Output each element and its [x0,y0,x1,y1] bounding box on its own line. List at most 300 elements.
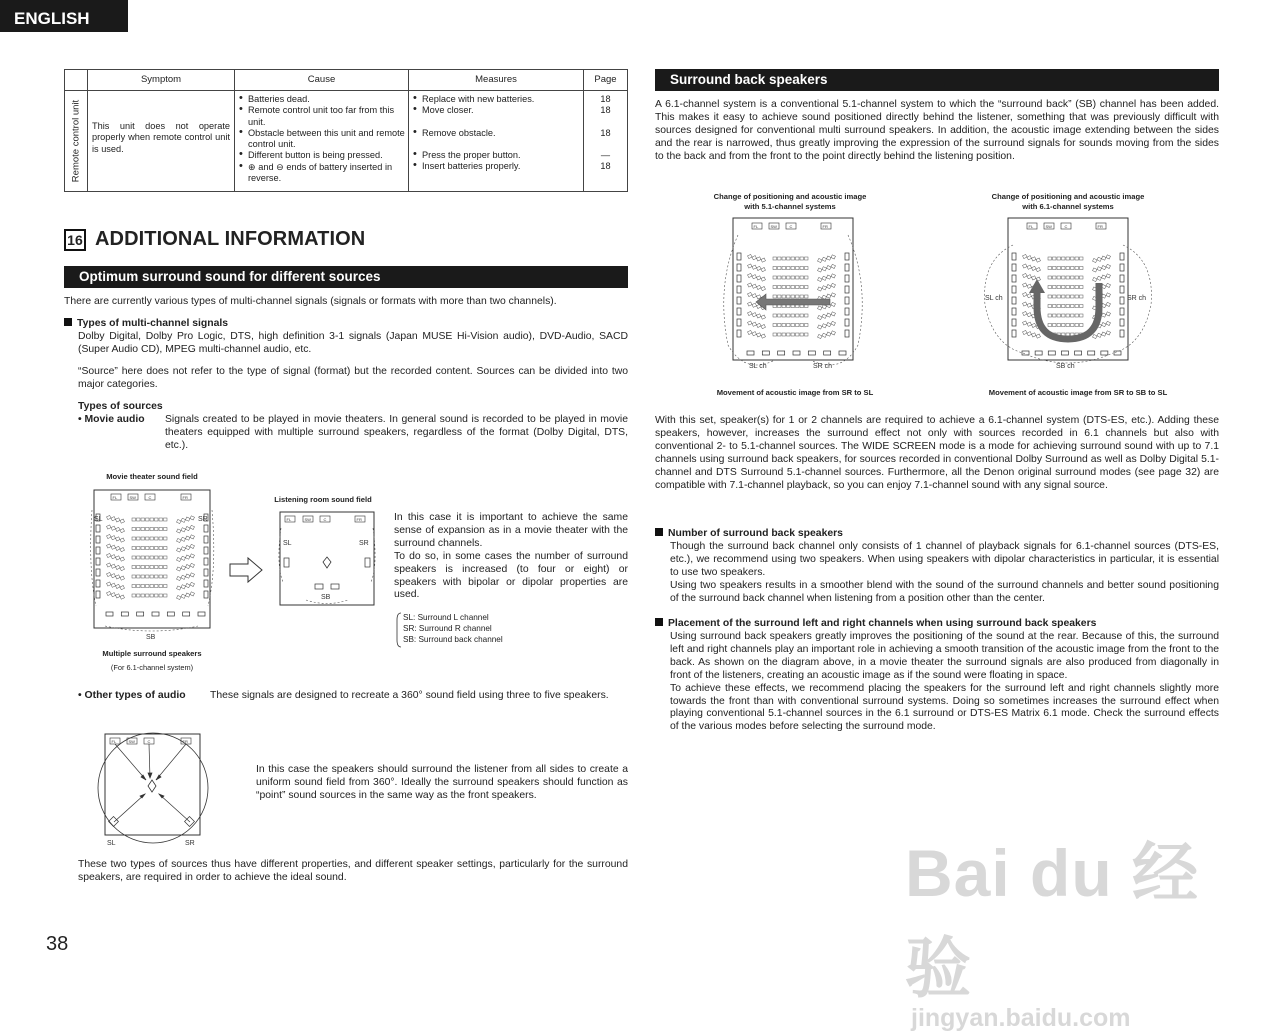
seat [1097,257,1101,261]
seat [164,566,168,569]
speaker-sb-1 [315,584,323,589]
seat [146,518,150,521]
seat [818,287,822,291]
seat [116,527,120,531]
seat [1093,277,1097,281]
seat [773,257,777,260]
seat [827,323,831,327]
seat [164,537,168,540]
seat [116,594,120,598]
label-fr: FR [182,739,188,744]
square-bullet-icon [655,528,663,536]
seat [773,314,777,317]
seat [1053,257,1057,260]
label-fl: FL [112,495,118,500]
seat [159,537,163,540]
page-cell [584,91,628,192]
surround-back-speaker [121,612,128,616]
seat [822,276,826,280]
seat [111,583,115,587]
legend-sl: SL: Surround L channel [403,613,489,622]
surround-speaker-left [1012,275,1016,282]
seat [757,323,761,327]
seat [116,537,120,541]
seat [1106,331,1110,335]
seat [190,525,194,529]
sl-region-outline [91,510,96,606]
seat [1062,286,1066,289]
seat [1027,332,1031,336]
seat [120,538,124,542]
seat [120,576,124,580]
measures-cell [409,91,584,192]
seat [831,293,835,297]
surround-back-speaker [1114,351,1121,355]
surround-speaker-left [737,275,741,282]
other-audio-text: These signals are designed to recreate a 360° sound field using three to five speakers. [210,690,609,701]
seat [141,518,145,521]
seat [1027,275,1031,279]
seat [791,257,795,260]
seat [141,556,145,559]
seat [155,575,159,578]
troubleshooting-table [64,69,628,192]
label-sw: SW [129,495,136,500]
seat [150,537,154,540]
back-speakers [747,351,846,355]
seat [805,333,809,336]
section-number: 16 [64,229,86,251]
seat [818,277,822,281]
label-c: C [1064,224,1068,229]
seat [1080,276,1084,279]
seat [1066,314,1070,317]
seat [1093,258,1097,262]
seat [752,313,756,317]
seat [1048,257,1052,260]
seat [1023,283,1027,287]
seat [1027,265,1031,269]
back-speakers [1022,351,1121,355]
symptom-cell: This unit does not operate properly when remote control unit is used. [88,91,235,192]
seat [748,283,752,287]
seat [773,295,777,298]
seat [748,311,752,315]
seat [159,585,163,588]
seat [1048,286,1052,289]
seat [1075,257,1079,260]
seat [132,585,136,588]
seat [1057,276,1061,279]
surround-speaker-left [1012,308,1016,315]
seat [831,255,835,259]
seat [186,574,190,578]
seat [787,267,791,270]
seat [831,274,835,278]
surround-speaker-left [737,264,741,271]
seat [1080,257,1084,260]
seat [831,321,835,325]
seat [1048,276,1052,279]
seat [177,557,181,561]
label-sl: SL [94,516,103,523]
seat [1032,323,1036,327]
seat [146,547,150,550]
seat [752,294,756,298]
seat [1075,295,1079,298]
seat [1106,283,1110,287]
label-fr: FR [182,495,188,500]
label-c: C [323,517,327,522]
cause-item: • ⊕ and ⊖ ends of battery inserted in reverse. [239,162,405,185]
theater-right-speakers [204,514,208,598]
seat [181,547,185,551]
seat [1102,266,1106,270]
seat [791,267,795,270]
seat [805,267,809,270]
seat [1075,286,1079,289]
label-sb: SB [321,594,331,601]
diagram-51-channel [720,215,865,375]
seat [1032,333,1036,337]
seat [155,566,159,569]
surround-speaker-right [204,558,208,565]
seat [1066,305,1070,308]
seat [181,537,185,541]
seat [782,314,786,317]
seat [818,306,822,310]
surround-back-speaker [778,351,785,355]
surround-back-speaker [152,612,159,616]
right-speakers [1120,253,1124,337]
multi-caption: Multiple surround speakers [102,649,202,658]
seat [761,325,765,329]
placement-text: Using surround back speakers greatly improves the positioning of the sound at the rear. Because of this, the surround left and right channels play an important role in achieving a smooth transition of the acoustic image from the front to the back. As shown on the diagram above, in a movie theater the surround signals are also produced from diagonally in front of the listeners, creating an acoustic image as if the sound were floating in space. To achieve these effects, we recommend placing the speakers for the surround left and right channels slightly more towards the front than with conventional surround systems. Doing so sometimes increases the surround effect when playing conventional 5.1-channel sources in the 6.1 surround or DTS-ES Matrix 6.1 mode. Check the surround effects of the various modes before selecting the surround mode. [670,631,1219,733]
seat [748,264,752,268]
surround-speaker-left [737,286,741,293]
seat [1023,330,1027,334]
measure-item: • Insert batteries properly. [413,161,580,172]
seat [1023,321,1027,325]
surround-back-speaker [1035,351,1042,355]
seat [137,556,141,559]
seat [1023,254,1027,258]
seat [1071,286,1075,289]
seat [1075,324,1079,327]
seat [137,537,141,540]
seat [155,537,159,540]
label-fl: FL [286,517,292,522]
surround-speaker-left [1012,264,1016,271]
seat [1102,323,1106,327]
seat [778,333,782,336]
language-tab: ENGLISH [0,0,128,32]
cause-cell [235,91,409,192]
label-fl: FL [753,224,759,229]
seat [1053,314,1057,317]
seat [177,529,181,533]
legend-sb: SB: Surround back channel [403,634,503,644]
seat [761,258,765,262]
label-fr: FR [356,517,362,522]
surround-back-speaker [793,351,800,355]
surround-speaker-left [737,297,741,304]
surround-back-speaker [808,351,815,355]
seat [791,295,795,298]
seat [796,267,800,270]
seat [782,276,786,279]
seat [150,528,154,531]
caption-51: Change of positioning and acoustic image with 5.1-channel systems [713,192,867,211]
seat [1032,266,1036,270]
seat [1027,294,1031,298]
sb-region-outline [1023,353,1113,363]
header-cause: Cause [235,70,409,91]
seat [761,277,765,281]
seat [146,575,150,578]
seat [1071,324,1075,327]
seat [800,267,804,270]
seat [1062,314,1066,317]
surround-speaker-left [1012,330,1016,337]
seat [177,538,181,542]
surround-speaker-right [1120,275,1124,282]
seat [1097,333,1101,337]
seat [752,322,756,326]
seat [159,566,163,569]
seat [800,333,804,336]
label-sr: SR [185,840,195,847]
label-sr-ch: SR ch [1127,295,1147,302]
seat [1023,273,1027,277]
seat [1062,305,1066,308]
seat [757,314,761,318]
seat [1066,257,1070,260]
seat [141,537,145,540]
seat [177,576,181,580]
movie-paragraph: In this case it is important to achieve the same sense of expansion as in a movie theater with the surround channels. To do so, in some cases the number of surround speakers is increased (to four or eight) or speakers with bipolar or dipolar properties are used. [394,512,628,601]
seat [1023,311,1027,315]
seat [116,556,120,560]
seat [181,594,185,598]
seat [132,594,136,597]
seat [787,276,791,279]
speaker-sl [284,558,289,567]
seat [1097,276,1101,280]
seat [1023,292,1027,296]
measure-item: • Press the proper button. [413,150,580,161]
label-sw: SW [128,739,135,744]
seat [120,586,124,590]
seat [1048,295,1052,298]
seat [107,582,111,586]
seat [748,302,752,306]
surround-speaker-left [96,580,100,587]
seat [831,264,835,268]
listening-room-diagram [278,510,378,610]
seat [757,276,761,280]
seat [796,314,800,317]
page-ref: 18 [600,127,611,138]
seat [132,518,136,521]
surround-speaker-right [845,286,849,293]
legend-sr: SR: Surround R channel [403,623,492,633]
surround-back-speaker [167,612,174,616]
seat [141,547,145,550]
right-intro: A 6.1-channel system is a conventional 5.1-channel system to which the “surround back” (SB) channel has been added. This makes it easy to achieve sound positioned directly behind the listener, something that was previously difficult with sources designed for conventional multi surround speakers. In addition, the acoustic image extending between the sides and the rear is narrowed, thus greatly improving the expression of the surround signals for sounds moving from the sides to the back and from the front to the point directly behind the listening position. [655,99,1219,162]
acoustic-image-u-arrow [1037,283,1099,339]
seat [796,333,800,336]
right-speakers [845,253,849,337]
seat [155,556,159,559]
seat [1106,274,1110,278]
seat [778,324,782,327]
seat [1093,334,1097,338]
seat [181,575,185,579]
seat [1071,314,1075,317]
seat [1057,257,1061,260]
seat [752,303,756,307]
seat [181,528,185,532]
seat [773,286,777,289]
seat [141,594,145,597]
measure-item: • Replace with new batteries. [413,94,580,105]
multi-subcaption: (For 6.1-channel system) [110,663,194,672]
seat [116,518,120,522]
seat [132,566,136,569]
seat [778,276,782,279]
seat [1048,314,1052,317]
theater-seats [107,515,195,599]
seat [827,275,831,279]
seat [177,567,181,571]
surround-speaker-right [845,264,849,271]
seat [827,294,831,298]
label-sl: SL [107,840,116,847]
seat [164,556,168,559]
arrow-right-icon [229,557,263,583]
number-heading: Number of surround back speakers [655,528,843,539]
seat [1080,324,1084,327]
surround-speaker-right [1120,319,1124,326]
seat [761,268,765,272]
left-speakers [737,253,741,337]
seat [805,314,809,317]
seat [1048,305,1052,308]
surround-back-speaker [762,351,769,355]
seat [787,333,791,336]
placement-heading: Placement of the surround left and right channels when using surround back speakers [655,618,1096,629]
seat [1057,286,1061,289]
seat [177,519,181,523]
seat [159,575,163,578]
surround-speaker-left [96,558,100,565]
surround-speaker-left [96,569,100,576]
label-fl: FL [1028,224,1034,229]
seat [791,276,795,279]
seat [1062,295,1066,298]
room-outline [280,512,374,605]
surround-back-speaker [1075,351,1082,355]
seat [1036,334,1040,338]
header-symptom: Symptom [88,70,235,91]
seat [186,555,190,559]
surround-speaker-right [845,253,849,260]
left-intro: There are currently various types of multi-channel signals (signals or formats with more than two channels). [64,296,557,307]
label-c: C [789,224,793,229]
seat [1106,264,1110,268]
seat [132,528,136,531]
seat [796,295,800,298]
seat [1071,257,1075,260]
seat [164,585,168,588]
left-speakers [1012,253,1016,337]
page-ref: 18 [600,105,611,116]
seat [1023,264,1027,268]
seat [1057,314,1061,317]
page-ref: — [600,149,611,160]
seat [120,595,124,599]
acoustic-image-arrowhead [1029,279,1045,293]
seat [761,334,765,338]
seat [186,536,190,540]
seat [120,519,124,523]
seat [831,312,835,316]
seat [132,575,136,578]
seat [1080,286,1084,289]
seat [111,593,115,597]
360-sound-field-diagram [94,732,214,852]
seat [1102,313,1106,317]
seat [150,556,154,559]
header-page: Page [584,70,628,91]
seat [1097,267,1101,271]
seat [1080,305,1084,308]
seat [181,518,185,522]
surround-speaker-left [1012,297,1016,304]
seat [761,315,765,319]
movie-theater-caption: Movie theater sound field [106,472,198,481]
seat [796,276,800,279]
seat [1080,267,1084,270]
surround-speaker-right [845,330,849,337]
seat [159,556,163,559]
seat [116,565,120,569]
seat [1106,255,1110,259]
source-text: “Source” here does not refer to the type of signal (format) but the recorded content. Sources can be divided into two major categories. [78,366,628,390]
seat [1106,312,1110,316]
seat [107,525,111,529]
seat [150,585,154,588]
page-ref: 18 [600,94,611,104]
seat [787,324,791,327]
seat [778,267,782,270]
seat [1062,267,1066,270]
seat [111,574,115,578]
seat [773,267,777,270]
seat [164,547,168,550]
seat [748,330,752,334]
surround-back-speaker [747,351,754,355]
seat [800,276,804,279]
surround-speaker-left [96,591,100,598]
surround-speaker-left [737,253,741,260]
seat [831,283,835,287]
seat [1093,268,1097,272]
seat [1106,321,1110,325]
table-corner-cell [65,70,88,91]
seat [805,324,809,327]
